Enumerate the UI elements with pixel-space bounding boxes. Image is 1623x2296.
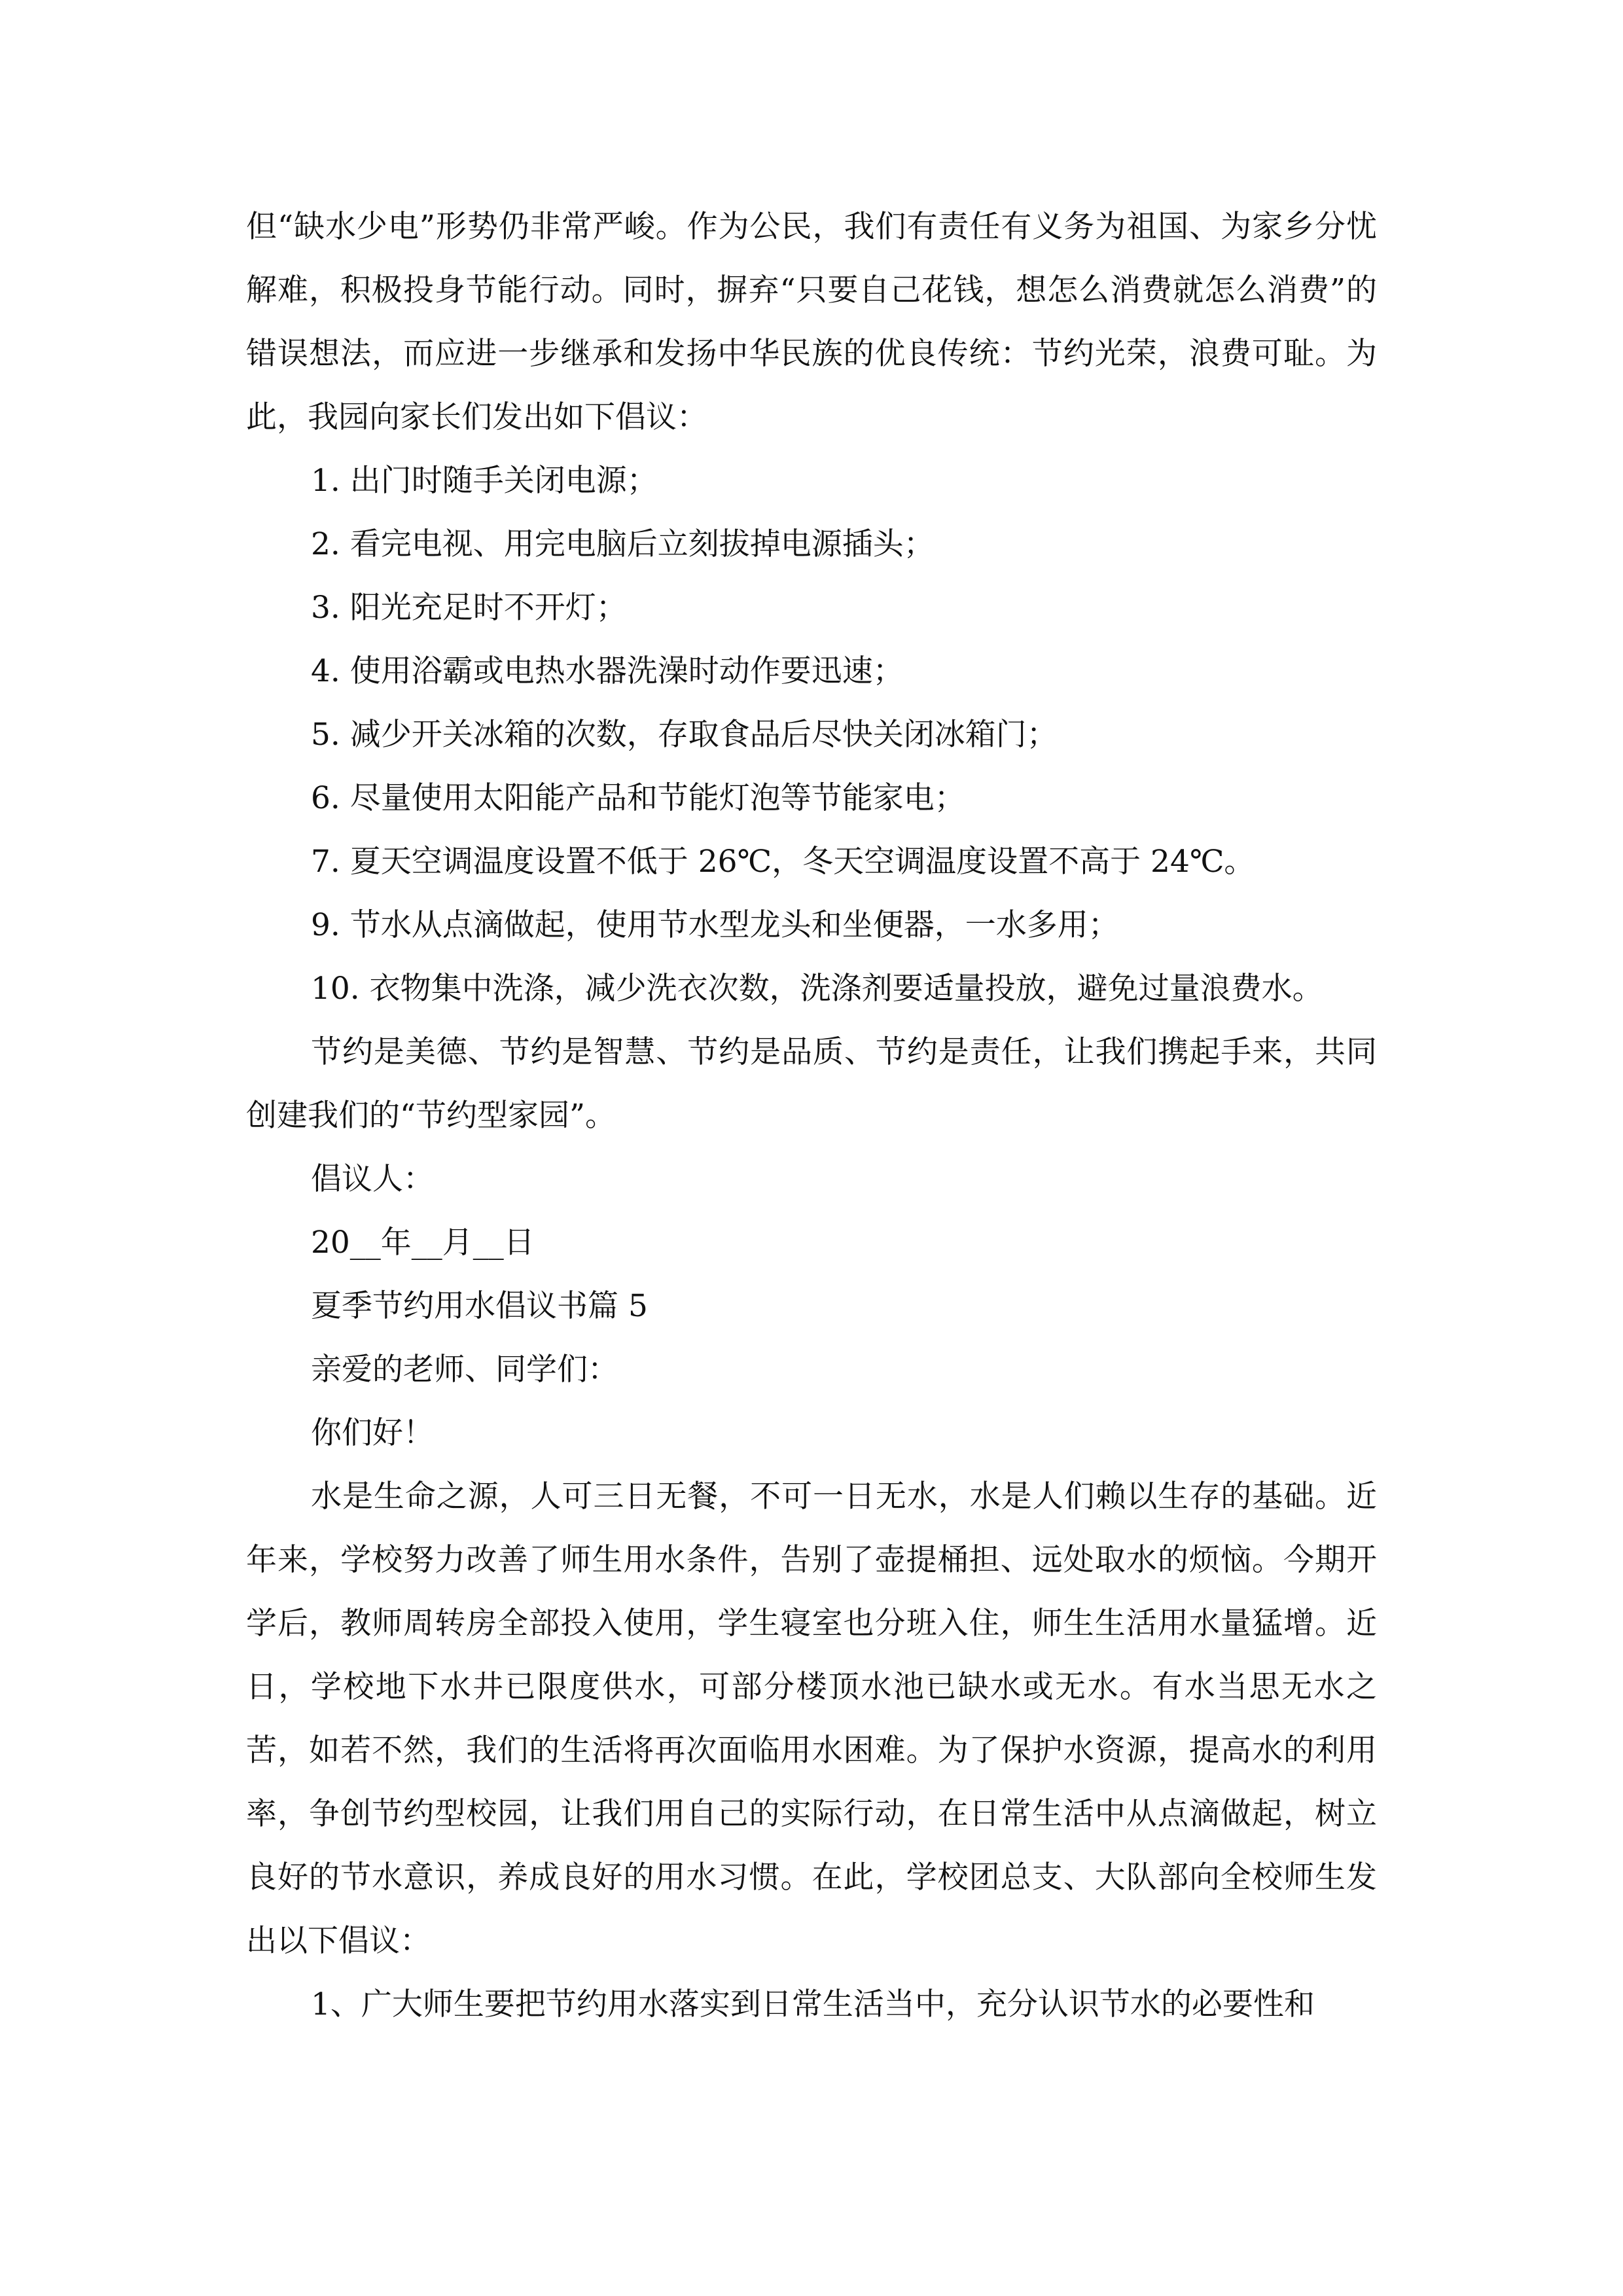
list-item-3: 3. 阳光充足时不开灯；: [311, 590, 627, 626]
list-item-4: 4. 使用浴霸或电热水器洗澡时动作要迅速；: [311, 653, 904, 689]
section-title: 夏季节约用水倡议书篇 5: [311, 1288, 648, 1324]
signature-label: 倡议人：: [311, 1161, 434, 1197]
list-item-1: 1. 出门时随手关闭电源；: [311, 463, 658, 499]
paragraph-intro: 但“缺水少电”形势仍非常严峻。作为公民，我们有责任有义务为祖国、为家乡分忧解难，积极投身节能行动。同时，摒弃“只要自己花钱，想怎么消费就怎么消费”的错误想法，而应进一步继承和发扬中华民族的优良传统：节约光荣，浪费可耻。为此，我园向家长们发出如下倡议：: [246, 209, 1377, 435]
list-item-7: 7. 夏天空调温度设置不低于 26℃，冬天空调温度设置不高于 24℃。: [311, 844, 1255, 880]
list-item-5: 5. 减少开关冰箱的次数，存取食品后尽快关闭冰箱门；: [311, 717, 1058, 753]
paragraph-body: 水是生命之源，人可三日无餐，不可一日无水，水是人们赖以生存的基础。近年来，学校努力改善了师生用水条件，告别了壶提桶担、远处取水的烦恼。今期开学后，教师周转房全部投入使用，学生寝室也分班入住，师生生活用水量猛增。近日，学校地下水井已限度供水，可部分楼顶水池已缺水或无水。有水当思无水之苦，如若不然，我们的生活将再次面临用水困难。为了保护水资源，提高水的利用率，争创节约型校园，让我们用自己的实际行动，在日常生活中从点滴做起，树立良好的节水意识，养成良好的用水习惯。在此，学校团总支、大队部向全校师生发出以下倡议：: [246, 1479, 1377, 1959]
date-line: 20__年__月__日: [311, 1225, 535, 1261]
list-item-9: 9. 节水从点滴做起，使用节水型龙头和坐便器，一水多用；: [311, 907, 1119, 943]
list-item-6: 6. 尽量使用太阳能产品和节能灯泡等节能家电；: [311, 780, 965, 816]
list-item-2: 2. 看完电视、用完电脑后立刻拔掉电源插头；: [311, 526, 935, 562]
document-body: [246, 195, 1377, 2036]
list-item-10: 10. 衣物集中洗涤，减少洗衣次数，洗涤剂要适量投放，避免过量浪费水。: [311, 971, 1323, 1007]
paragraph-closing: 节约是美德、节约是智慧、节约是品质、节约是责任，让我们携起手来，共同创建我们的“节约型家园”。: [246, 1034, 1377, 1134]
list-item-school-1: 1、广大师生要把节约用水落实到日常生活当中，充分认识节水的必要性和: [311, 1986, 1315, 2022]
greeting: 你们好！: [311, 1415, 434, 1451]
salutation: 亲爱的老师、同学们：: [311, 1352, 618, 1388]
